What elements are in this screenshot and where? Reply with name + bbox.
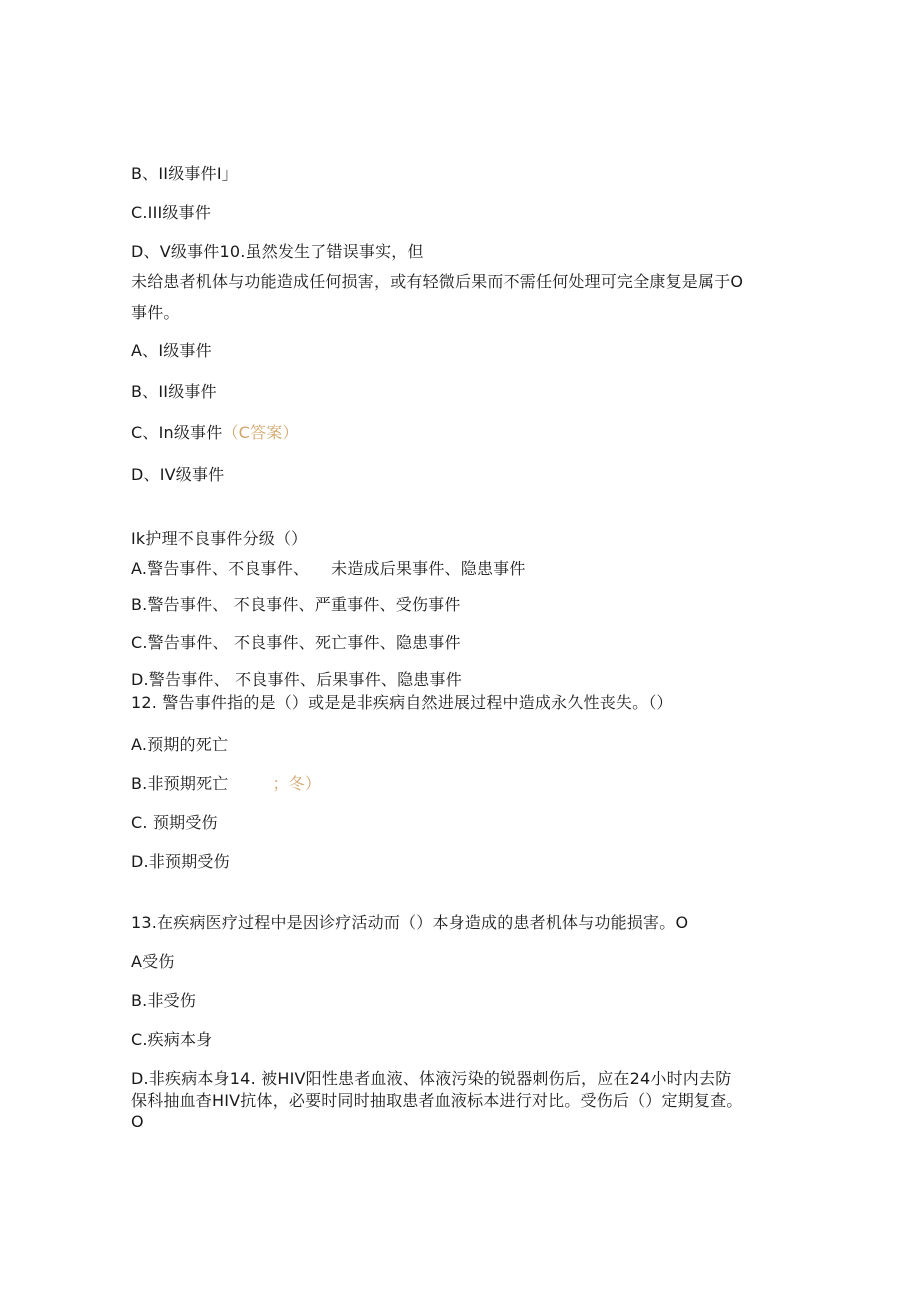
q12-option-b-text: B.非预期死亡 [131,774,229,793]
answer-mark: （C答案） [222,423,299,442]
q13-option-c: C.疾病本身 [131,1030,213,1049]
option-c-line: C.III级事件 [131,203,212,222]
option-d-question-10-line: D、V级事件10.虽然发生了错误事实，但 [131,242,424,261]
q13-option-b: B.非受伤 [131,991,197,1010]
question-11-text: Ik护理不良事件分级（） [131,529,308,548]
question-13-text: 13.在疾病医疗过程中是因诊疗活动而（）本身造成的患者机体与功能损害。O [131,913,689,932]
q12-option-b [131,774,321,794]
q12-option-d: D.非预期受伤 [131,852,230,871]
q10-option-d: D、IV级事件 [131,465,225,484]
answer-mark: ；冬） [272,774,322,793]
q12-option-c: C. 预期受伤 [131,813,218,832]
q10-option-b: B、II级事件 [131,382,217,401]
q10-option-c [131,423,299,443]
q12-option-a: A.预期的死亡 [131,735,229,754]
q11-option-a [131,559,526,579]
q11-option-d: D.警告事件、 不良事件、后果事件、隐患事件 [131,670,462,689]
q13-option-a: A受伤 [131,952,175,971]
q11-option-c: C.警告事件、 不良事件、死亡事件、隐患事件 [131,633,461,652]
question-12-text: 12. 警告事件指的是（）或是是非疾病自然进展过程中造成永久性丧失。（） [131,693,673,712]
option-b-line: B、II级事件I」 [131,164,238,183]
q11-option-a-part1: A.警告事件、不良事件、 [131,559,310,578]
q10-option-c-text: C、In级事件 [131,423,223,442]
q10-option-a: A、I级事件 [131,341,212,360]
question-14-text-end: O [131,1112,144,1131]
q13-option-d-question-14: D.非疾病本身14. 被HIV阳性患者血液、体液污染的锐器刺伤后，应在24小时内去防 [131,1069,732,1088]
q11-option-a-part2: 未造成后果事件、隐患事件 [331,559,526,578]
question-10-text: 未给患者机体与功能造成任何损害，或有轻微后果而不需任何处理可完全康复是属于O [131,272,744,291]
q11-option-b: B.警告事件、 不良事件、严重事件、受伤事件 [131,595,461,614]
question-14-text: 保科抽血杳HIV抗体，必要时同时抽取患者血液标本进行对比。受伤后（）定期复查。 [131,1091,743,1110]
question-10-text-end: 事件。 [131,303,180,322]
